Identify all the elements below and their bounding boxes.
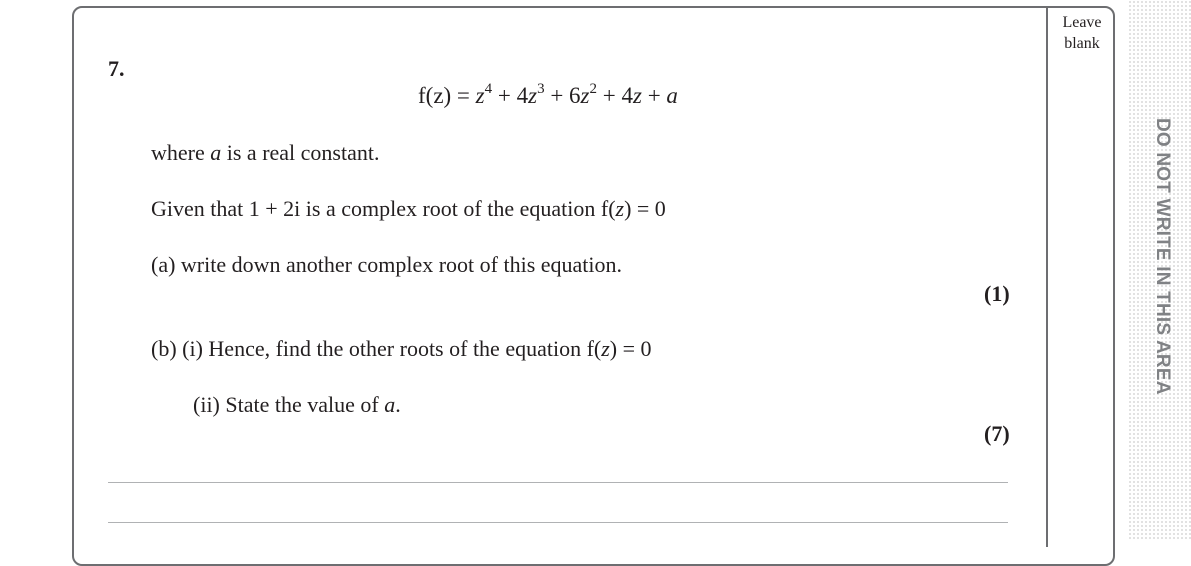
leave-blank-column-divider: [1046, 7, 1048, 547]
function-equation: $f(z) = z^4 + 4z^3 + 6z^2 + 4z + a$: [418, 81, 678, 108]
part-b-ii-text: (ii) State the value of a.: [193, 392, 401, 417]
part-b-i-text: (b) (i) Hence, find the other roots of the equation f(z) = 0: [151, 336, 652, 361]
do-not-write-label: DO NOT WRITE IN THIS AREA: [1152, 118, 1173, 395]
part-a-text: (a) write down another complex root of this equation.: [151, 252, 623, 277]
leave-blank-label: Leave blank: [1062, 14, 1102, 52]
answer-line[interactable]: [108, 482, 1008, 483]
part-a-marks: (1): [984, 281, 1010, 306]
question-number: 7.: [108, 56, 125, 81]
given-text: Given that 1 + 2i is a complex root of the equation f(z) = 0: [151, 196, 666, 221]
answer-line[interactable]: [108, 522, 1008, 523]
part-b-marks: (7): [984, 421, 1010, 446]
where-text: where a is a real constant.: [151, 140, 380, 165]
